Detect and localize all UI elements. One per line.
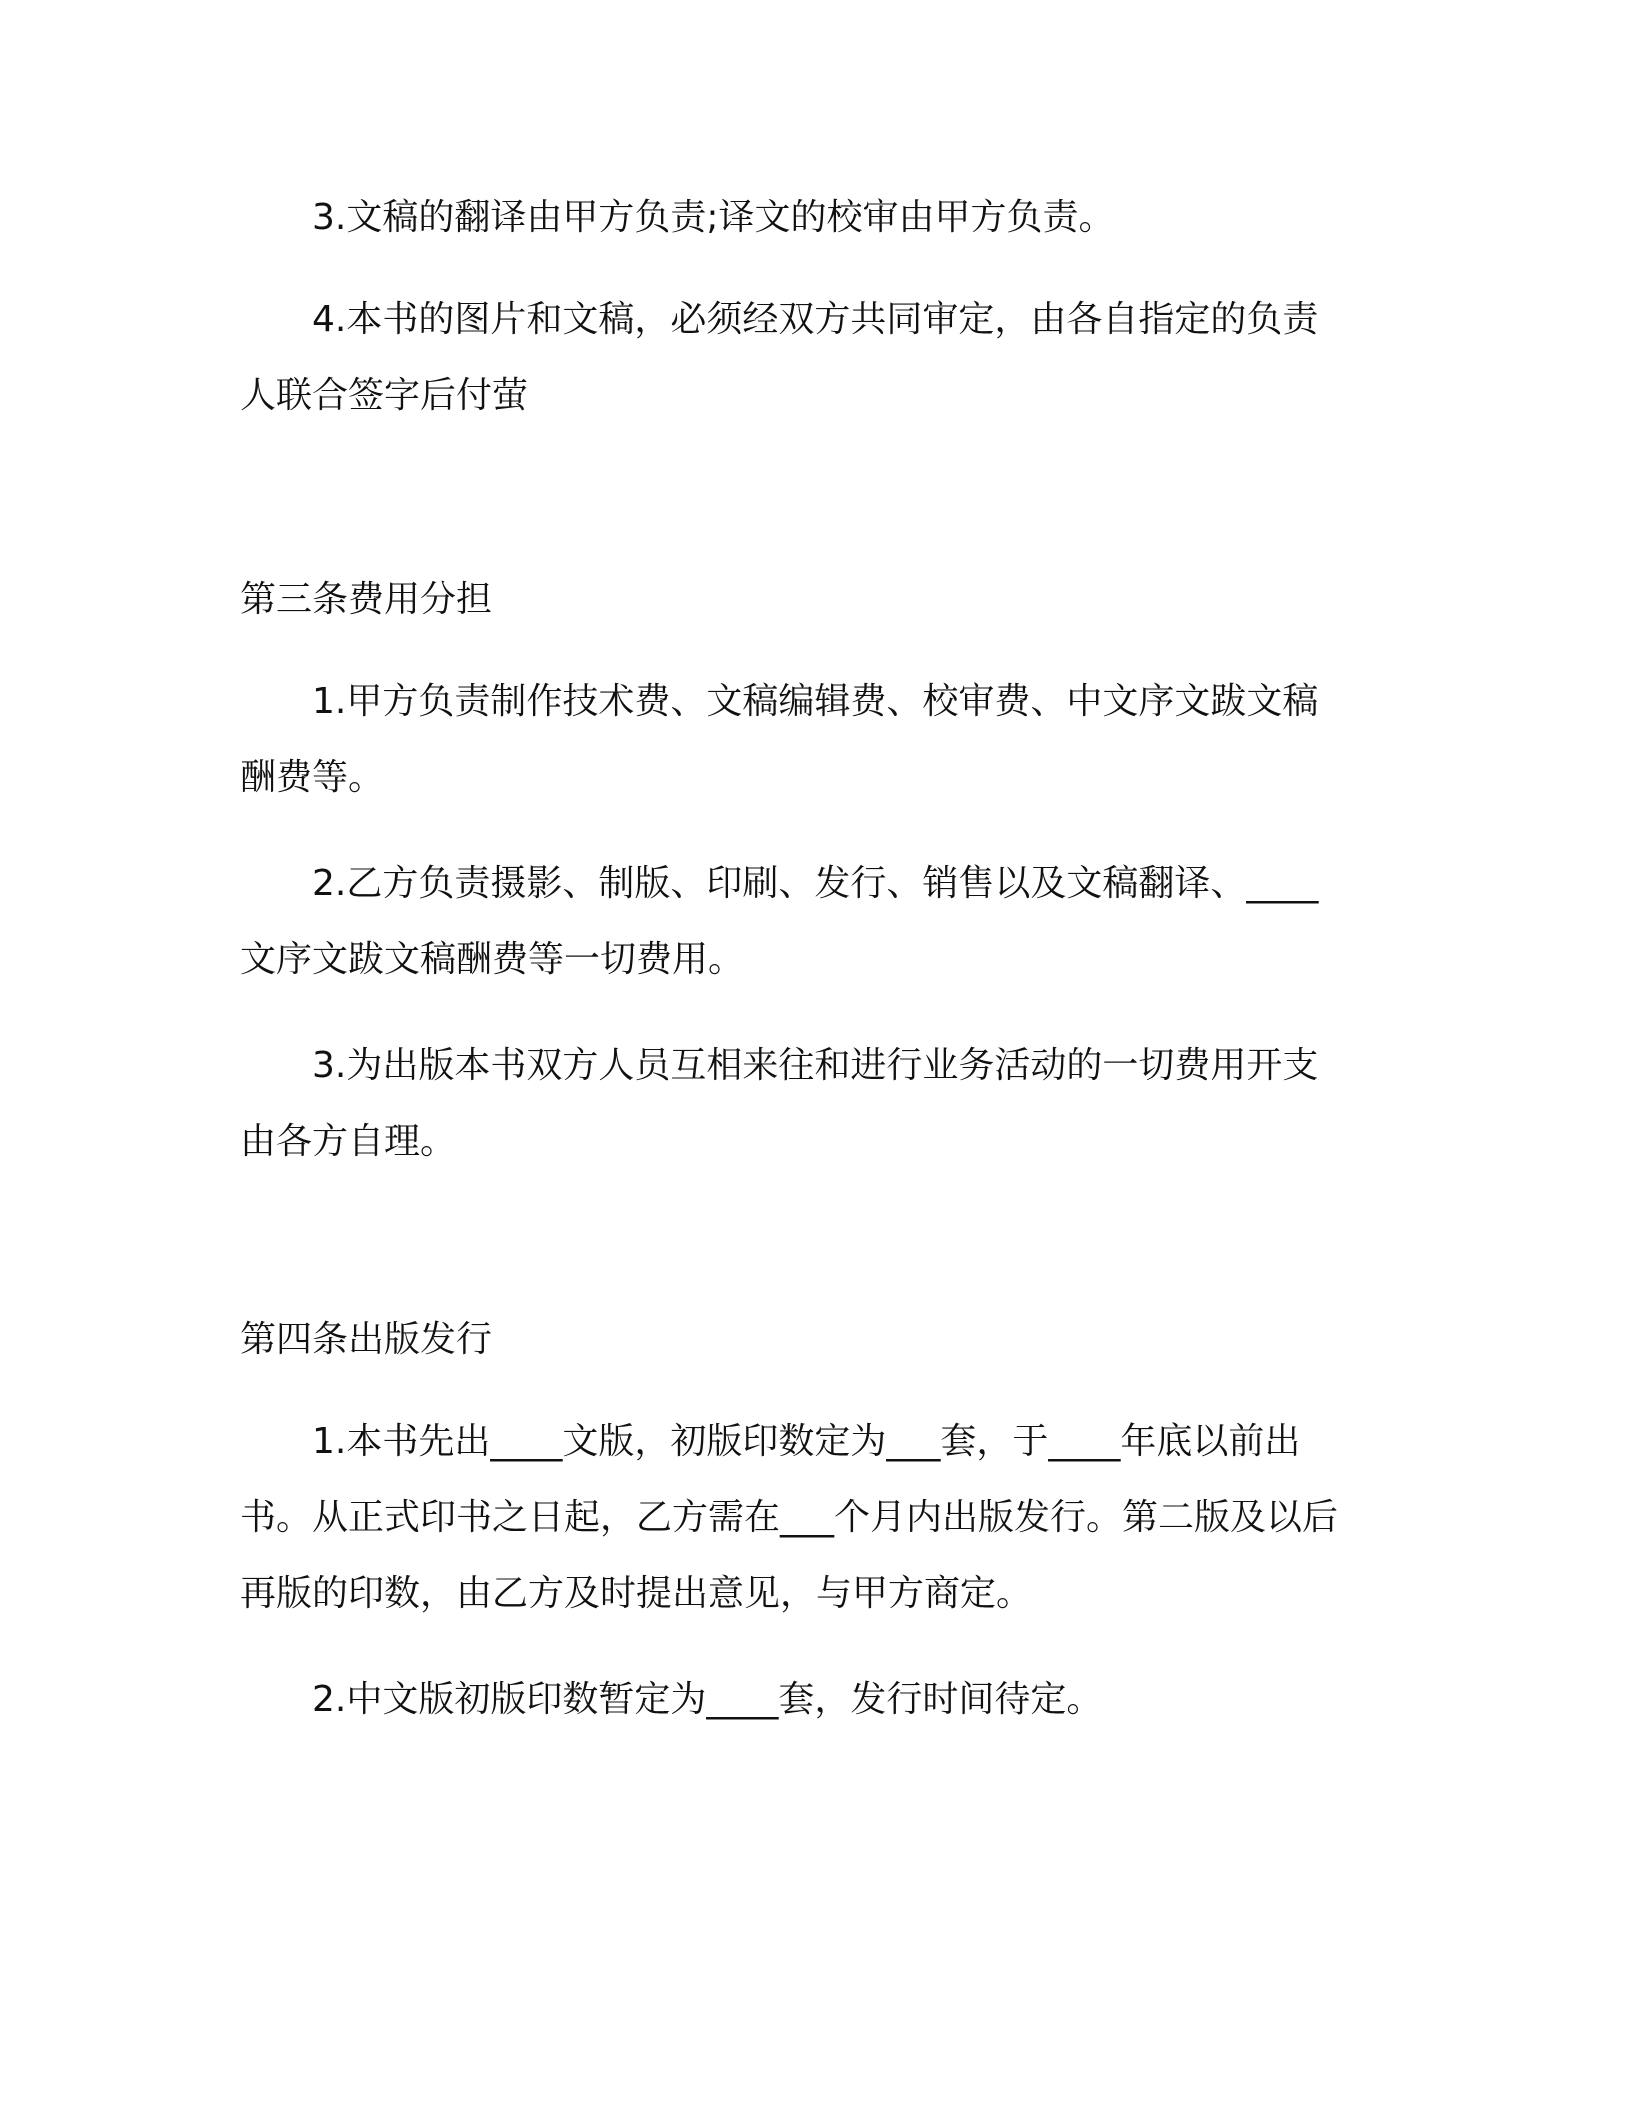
paragraph-2-4-line-1: 4.本书的图片和文稿，必须经双方共同审定，由各自指定的负责 bbox=[312, 299, 1319, 340]
section-heading-article-3: 第三条费用分担 bbox=[240, 579, 493, 620]
paragraph-3-3-line-2: 由各方自理。 bbox=[240, 1121, 457, 1162]
section-heading-article-4: 第四条出版发行 bbox=[240, 1319, 493, 1360]
paragraph-2-4-line-2: 人联合签字后付萤 bbox=[240, 375, 529, 416]
paragraph-3-2-line-1: 2.乙方负责摄影、制版、印刷、发行、销售以及文稿翻译、____ bbox=[312, 863, 1319, 904]
paragraph-4-1-line-3: 再版的印数，由乙方及时提出意见，与甲方商定。 bbox=[240, 1573, 1033, 1614]
paragraph-3-3-line-1: 3.为出版本书双方人员互相来往和进行业务活动的一切费用开支 bbox=[312, 1045, 1319, 1086]
paragraph-3-1-line-1: 1.甲方负责制作技术费、文稿编辑费、校审费、中文序文跋文稿 bbox=[312, 681, 1319, 722]
paragraph-4-1-line-2: 书。从正式印书之日起，乙方需在___个月内出版发行。第二版及以后 bbox=[240, 1497, 1339, 1538]
paragraph-2-3-line-1: 3.文稿的翻译由甲方负责;译文的校审由甲方负责。 bbox=[312, 197, 1115, 238]
paragraph-4-2-line-1: 2.中文版初版印数暂定为____套，发行时间待定。 bbox=[312, 1679, 1103, 1720]
paragraph-3-2-line-2: 文序文跋文稿酬费等一切费用。 bbox=[240, 939, 745, 980]
paragraph-4-1-line-1: 1.本书先出____文版，初版印数定为___套，于____年底以前出 bbox=[312, 1421, 1301, 1462]
paragraph-3-1-line-2: 酬费等。 bbox=[240, 757, 385, 798]
